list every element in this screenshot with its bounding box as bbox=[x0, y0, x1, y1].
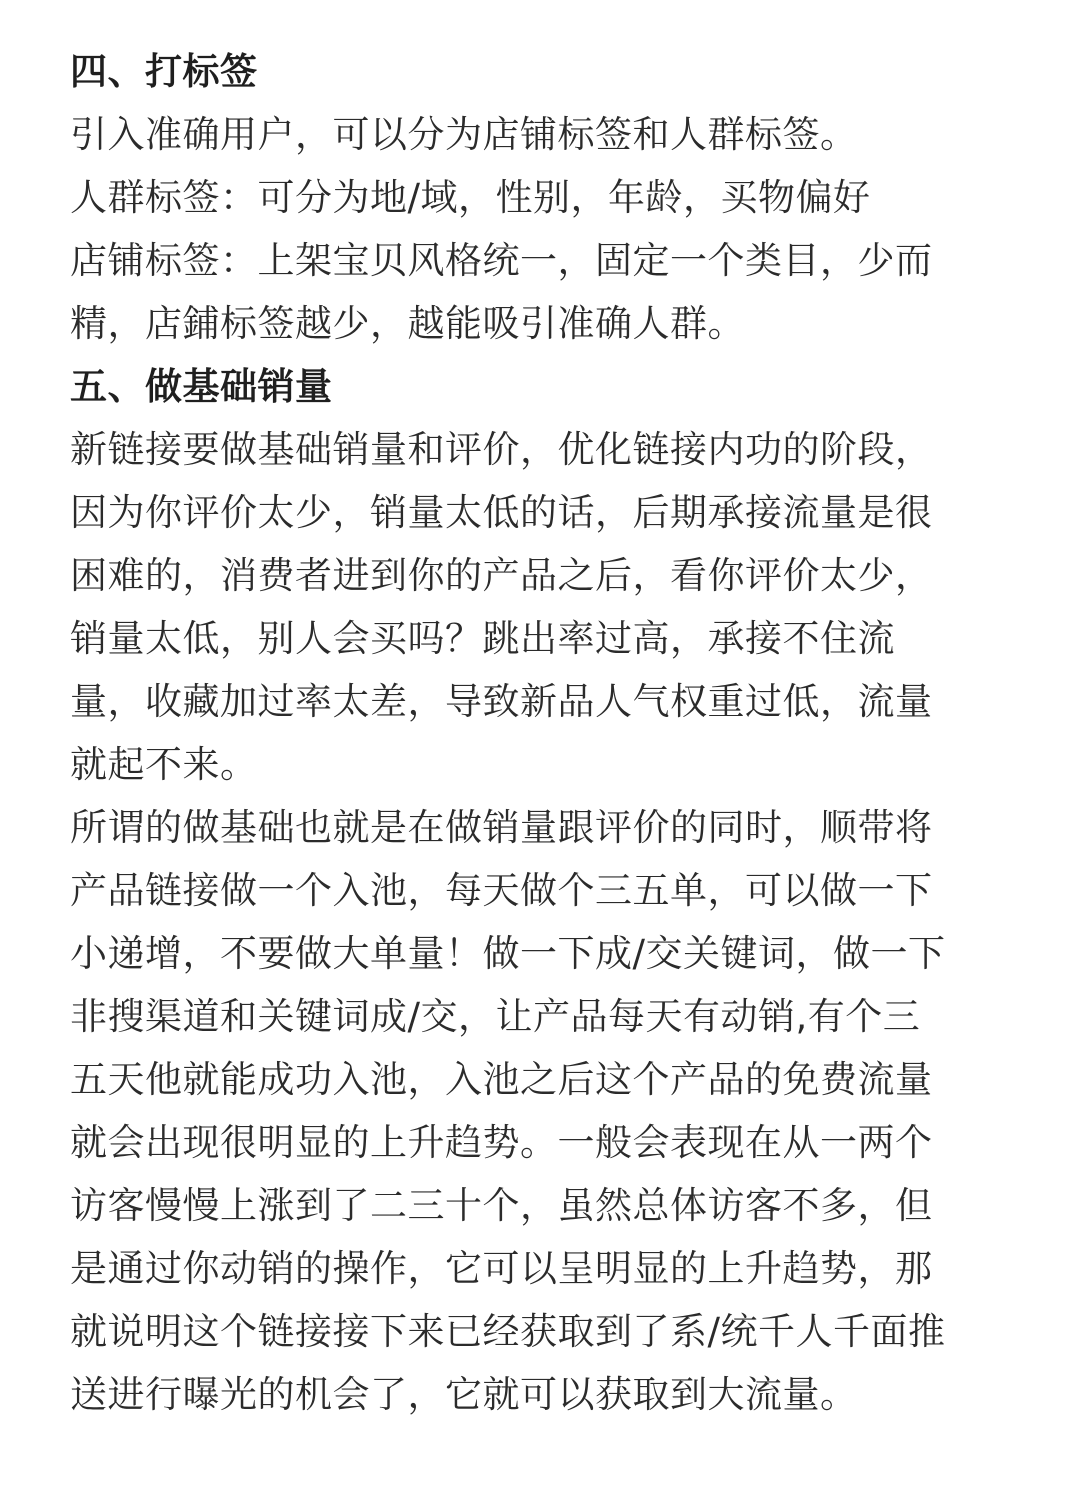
section-5-paragraph-2-line: 送进行曝光的机会了，它就可以获取到大流量。 bbox=[70, 1373, 858, 1416]
section-5-paragraph-2-line: 非搜渠道和关键词成/交，让产品每天有动销,有个三 bbox=[70, 995, 921, 1038]
section-5-paragraph-2-line: 就说明这个链接接下来已经获取到了系/统千人千面推 bbox=[70, 1310, 946, 1353]
section-5-paragraph-2-line: 小递增，不要做大单量！做一下成/交关键词，做一下 bbox=[70, 932, 946, 975]
section-4-line: 引入准确用户，可以分为店铺标签和人群标签。 bbox=[70, 113, 858, 156]
section-5-paragraph-2-line: 五天他就能成功入池，入池之后这个产品的免费流量 bbox=[70, 1058, 933, 1101]
section-5-paragraph-1-line: 困难的，消费者进到你的产品之后，看你评价太少， bbox=[70, 554, 933, 597]
section-5-paragraph-1-line: 因为你评价太少，销量太低的话，后期承接流量是很 bbox=[70, 491, 933, 534]
section-4-line: 店铺标签：上架宝贝风格统一，固定一个类目，少而 bbox=[70, 239, 933, 282]
section-4-line: 人群标签：可分为地/域，性别，年龄，买物偏好 bbox=[70, 176, 871, 219]
article-body bbox=[70, 40, 1010, 1426]
section-5-paragraph-2-line: 是通过你动销的操作，它可以呈明显的上升趋势，那 bbox=[70, 1247, 933, 1290]
section-5-paragraph-1-line: 量，收藏加过率太差，导致新品人气权重过低，流量 bbox=[70, 680, 933, 723]
section-5-paragraph-2-line: 所谓的做基础也就是在做销量跟评价的同时，顺带将 bbox=[70, 806, 933, 849]
section-5-paragraph-1-line: 新链接要做基础销量和评价，优化链接内功的阶段， bbox=[70, 428, 933, 471]
section-5-heading: 五、做基础销量 bbox=[70, 365, 333, 408]
section-4-line: 精，店鋪标签越少，越能吸引准确人群。 bbox=[70, 302, 745, 345]
section-5-paragraph-2-line: 就会出现很明显的上升趋势。一般会表现在从一两个 bbox=[70, 1121, 933, 1164]
section-5-paragraph-1-line: 销量太低，别人会买吗？跳出率过高，承接不住流 bbox=[70, 617, 895, 660]
section-5-paragraph-1-line: 就起不来。 bbox=[70, 743, 258, 786]
section-5-paragraph-2-line: 产品链接做一个入池，每天做个三五单，可以做一下 bbox=[70, 869, 933, 912]
section-5-paragraph-2-line: 访客慢慢上涨到了二三十个，虽然总体访客不多，但 bbox=[70, 1184, 933, 1227]
section-4-heading: 四、打标签 bbox=[70, 50, 258, 93]
